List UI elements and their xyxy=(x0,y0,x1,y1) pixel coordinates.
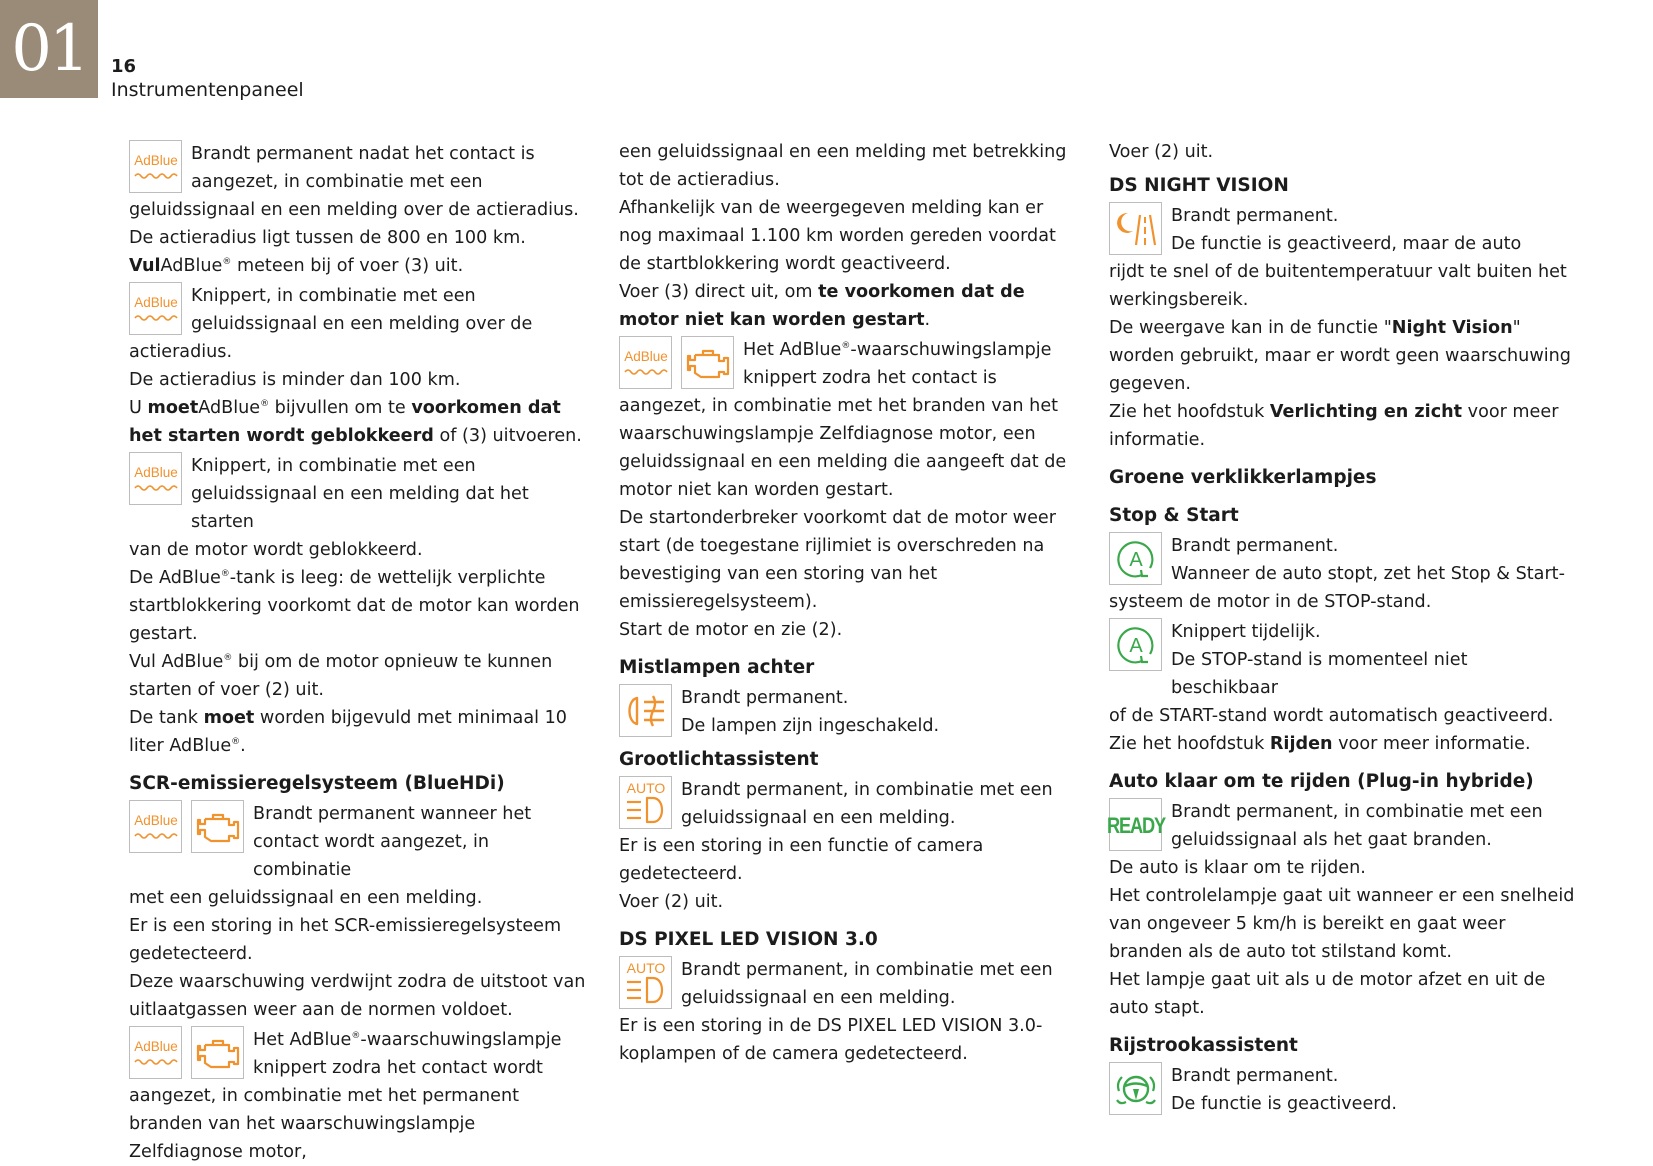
paragraph: De actieradius ligt tussen de 800 en 100 km. xyxy=(129,228,526,248)
svg-text:AdBlue: AdBlue xyxy=(133,464,178,480)
rear-fog-block xyxy=(619,684,1081,740)
block-line: geluidssignaal als het gaat branden. xyxy=(1171,830,1492,850)
paragraph: Deze waarschuwing verdwijnt zodra de uitstoot van uitlaatgassen weer aan de normen voldoet. xyxy=(129,972,586,1020)
block-text: actieradius. xyxy=(129,342,233,362)
column-1 xyxy=(129,138,591,1166)
paragraph: Er is een storing in de DS PIXEL LED VISION 3.0-koplampen of de camera gedetecteerd. xyxy=(619,1016,1043,1064)
block-line: aangezet, in combinatie met een xyxy=(191,172,483,192)
section-title: Instrumentenpaneel xyxy=(111,79,304,101)
block-line: Brandt permanent wanneer het xyxy=(253,804,532,824)
ready-icon xyxy=(1106,798,1165,851)
heading-pixel-led: DS PIXEL LED VISION 3.0 xyxy=(619,929,878,950)
paragraph: Start de motor en zie (2). xyxy=(619,620,843,640)
lane-assist-block xyxy=(1109,1062,1579,1118)
high-beam-assist-block xyxy=(619,776,1081,832)
block-line: Brandt permanent. xyxy=(1171,536,1339,556)
adblue-engine-warning-block xyxy=(619,336,1081,392)
paragraph: VulAdBlue® meteen bij of voer (3) uit. xyxy=(129,256,464,276)
block-line: geluidssignaal en een melding. xyxy=(681,808,956,828)
paragraph: De startonderbreker voorkomt dat de motor weer start (de toegestane rijlimiet is overschreden na bevestiging van een storing van het emissieregelsysteem). xyxy=(619,508,1056,612)
block-line: Knippert, in combinatie met een xyxy=(191,286,476,306)
paragraph: een geluidssignaal en een melding met betrekking tot de actieradius. xyxy=(619,142,1067,190)
svg-text:AdBlue: AdBlue xyxy=(133,1038,178,1054)
heading-stop-start: Stop & Start xyxy=(1109,505,1239,526)
high-beam-assist-icon xyxy=(619,776,672,829)
paragraph: Voer (3) direct uit, om te voorkomen dat de motor niet kan worden gestart. xyxy=(619,282,1025,330)
svg-text:AUTO: AUTO xyxy=(626,779,665,796)
adblue-icon xyxy=(619,336,672,389)
block-line: Brandt permanent. xyxy=(1171,1066,1339,1086)
block-text: of de START-stand wordt automatisch geactiveerd. xyxy=(1109,706,1554,726)
paragraph: Het controlelampje gaat uit wanneer er een snelheid van ongeveer 5 km/h is bereikt en gaat weer branden als de auto tot stilstand komt. xyxy=(1109,886,1575,962)
heading-ready: Auto klaar om te rijden (Plug-in hybride) xyxy=(1109,771,1534,792)
adblue-icon xyxy=(129,140,182,193)
heading-night-vision: DS NIGHT VISION xyxy=(1109,175,1289,196)
block-line: Brandt permanent, in combinatie met een xyxy=(681,780,1053,800)
adblue-icon xyxy=(129,1026,182,1079)
column-2 xyxy=(619,138,1081,1068)
block-text: aangezet, in combinatie met het branden van het waarschuwingslampje Zelfdiagnose motor, een geluidssignaal en een melding die aangeeft dat de motor niet kan worden gestart. xyxy=(619,396,1067,500)
paragraph: Er is een storing in een functie of camera gedetecteerd. xyxy=(619,836,984,884)
high-beam-assist-icon xyxy=(619,956,672,1009)
block-line: Knippert tijdelijk. xyxy=(1171,622,1321,642)
block-text: met een geluidssignaal en een melding. xyxy=(129,888,483,908)
chapter-number: 01 xyxy=(0,0,98,98)
svg-text:A: A xyxy=(1128,548,1143,571)
pixel-led-block xyxy=(619,956,1081,1012)
svg-text:AdBlue: AdBlue xyxy=(133,812,178,828)
block-text: rijdt te snel of de buitentemperatuur valt buiten het werkingsbereik. xyxy=(1109,262,1567,310)
block-line: Brandt permanent, in combinatie met een xyxy=(1171,802,1543,822)
block-line: Het AdBlue®-waarschuwingslampje xyxy=(743,340,1052,360)
heading-lane-assist: Rijstrookassistent xyxy=(1109,1035,1298,1056)
night-vision-icon xyxy=(1109,202,1162,255)
adblue-icon xyxy=(129,800,182,853)
svg-text:AdBlue: AdBlue xyxy=(623,348,668,364)
block-line: knippert zodra het contact is xyxy=(743,368,997,388)
svg-text:AdBlue: AdBlue xyxy=(133,294,178,310)
block-line: De functie is geactiveerd. xyxy=(1171,1094,1397,1114)
paragraph: Afhankelijk van de weergegeven melding kan er nog maximaal 1.100 km worden gereden voordat de startblokkering wordt geactiveerd. xyxy=(619,198,1056,274)
block-line: De lampen zijn ingeschakeld. xyxy=(681,716,940,736)
heading-high-beam-assist: Grootlichtassistent xyxy=(619,749,819,770)
block-text: systeem de motor in de STOP-stand. xyxy=(1109,592,1432,612)
block-line: Brandt permanent, in combinatie met een xyxy=(681,960,1053,980)
stop-start-icon xyxy=(1109,618,1162,671)
adblue-warning-block-3 xyxy=(129,452,591,536)
block-line: geluidssignaal en een melding dat het starten xyxy=(191,484,529,532)
block-line: De functie is geactiveerd, maar de auto xyxy=(1171,234,1522,254)
stop-start-block-2 xyxy=(1109,618,1579,702)
block-text: van de motor wordt geblokkeerd. xyxy=(129,540,423,560)
paragraph: De AdBlue®-tank is leeg: de wettelijk verplichte startblokkering voorkomt dat de motor kan worden gestart. xyxy=(129,568,580,644)
block-line: Brandt permanent. xyxy=(681,688,849,708)
svg-text:AUTO: AUTO xyxy=(626,959,665,976)
adblue-warning-block-1 xyxy=(129,140,591,196)
block-line: Knippert, in combinatie met een xyxy=(191,456,476,476)
paragraph: Zie het hoofdstuk Rijden voor meer informatie. xyxy=(1109,734,1531,754)
paragraph: Er is een storing in het SCR-emissieregelsysteem gedetecteerd. xyxy=(129,916,562,964)
paragraph: Voer (2) uit. xyxy=(1109,142,1214,162)
block-line: Brandt permanent. xyxy=(1171,206,1339,226)
paragraph: De actieradius is minder dan 100 km. xyxy=(129,370,461,390)
svg-text:A: A xyxy=(1128,634,1143,657)
paragraph: Het lampje gaat uit als u de motor afzet en uit de auto stapt. xyxy=(1109,970,1546,1018)
lane-assist-icon xyxy=(1109,1062,1162,1115)
column-3 xyxy=(1106,138,1579,1118)
block-line: Brandt permanent nadat het contact is xyxy=(191,144,535,164)
paragraph: Vul AdBlue® bij om de motor opnieuw te kunnen starten of voer (2) uit. xyxy=(129,652,553,700)
block-line: geluidssignaal en een melding. xyxy=(681,988,956,1008)
block-line: knippert zodra het contact wordt xyxy=(253,1058,543,1078)
rear-fog-lamp-icon xyxy=(619,684,672,737)
adblue-warning-block-2 xyxy=(129,282,591,338)
paragraph: De weergave kan in de functie "Night Vision" worden gebruikt, maar er wordt geen waarschuwing gegeven. xyxy=(1109,318,1571,394)
page-number: 16 xyxy=(111,56,137,77)
block-line: Het AdBlue®-waarschuwingslampje xyxy=(253,1030,562,1050)
scr-warning-block xyxy=(129,800,591,884)
block-line: De STOP-stand is momenteel niet beschikbaar xyxy=(1171,650,1468,698)
paragraph: Zie het hoofdstuk Verlichting en zicht voor meer informatie. xyxy=(1109,402,1559,450)
block-text: geluidssignaal en een melding over de actieradius. xyxy=(129,200,579,220)
paragraph: U moetAdBlue® bijvullen om te voorkomen dat het starten wordt geblokkeerd of (3) uitvoeren. xyxy=(129,398,582,446)
paragraph: De tank moet worden bijgevuld met minimaal 10 liter AdBlue®. xyxy=(129,708,567,756)
adblue-engine-warning-block xyxy=(129,1026,591,1082)
block-text: De auto is klaar om te rijden. xyxy=(1109,858,1366,878)
svg-text:AdBlue: AdBlue xyxy=(133,152,178,168)
heading-green-lamps: Groene verklikkerlampjes xyxy=(1109,467,1377,488)
block-line: Wanneer de auto stopt, zet het Stop & Start- xyxy=(1171,564,1565,584)
block-line: geluidssignaal en een melding over de xyxy=(191,314,533,334)
block-line: contact wordt aangezet, in combinatie xyxy=(253,832,490,880)
adblue-icon xyxy=(129,452,182,505)
stop-start-icon xyxy=(1109,532,1162,585)
stop-start-block-1 xyxy=(1109,532,1579,588)
ready-block xyxy=(1106,798,1579,854)
block-text: aangezet, in combinatie met het permanent branden van het waarschuwingslampje Zelfdiagnose motor, xyxy=(129,1086,520,1162)
night-vision-block xyxy=(1109,202,1579,258)
svg-text:READY: READY xyxy=(1106,814,1165,838)
paragraph: Voer (2) uit. xyxy=(619,892,724,912)
adblue-icon xyxy=(129,282,182,335)
engine-fault-icon xyxy=(191,1026,244,1079)
engine-fault-icon xyxy=(191,800,244,853)
heading-scr: SCR-emissieregelsysteem (BlueHDi) xyxy=(129,773,505,794)
engine-fault-icon xyxy=(681,336,734,389)
heading-rear-fog: Mistlampen achter xyxy=(619,657,815,678)
